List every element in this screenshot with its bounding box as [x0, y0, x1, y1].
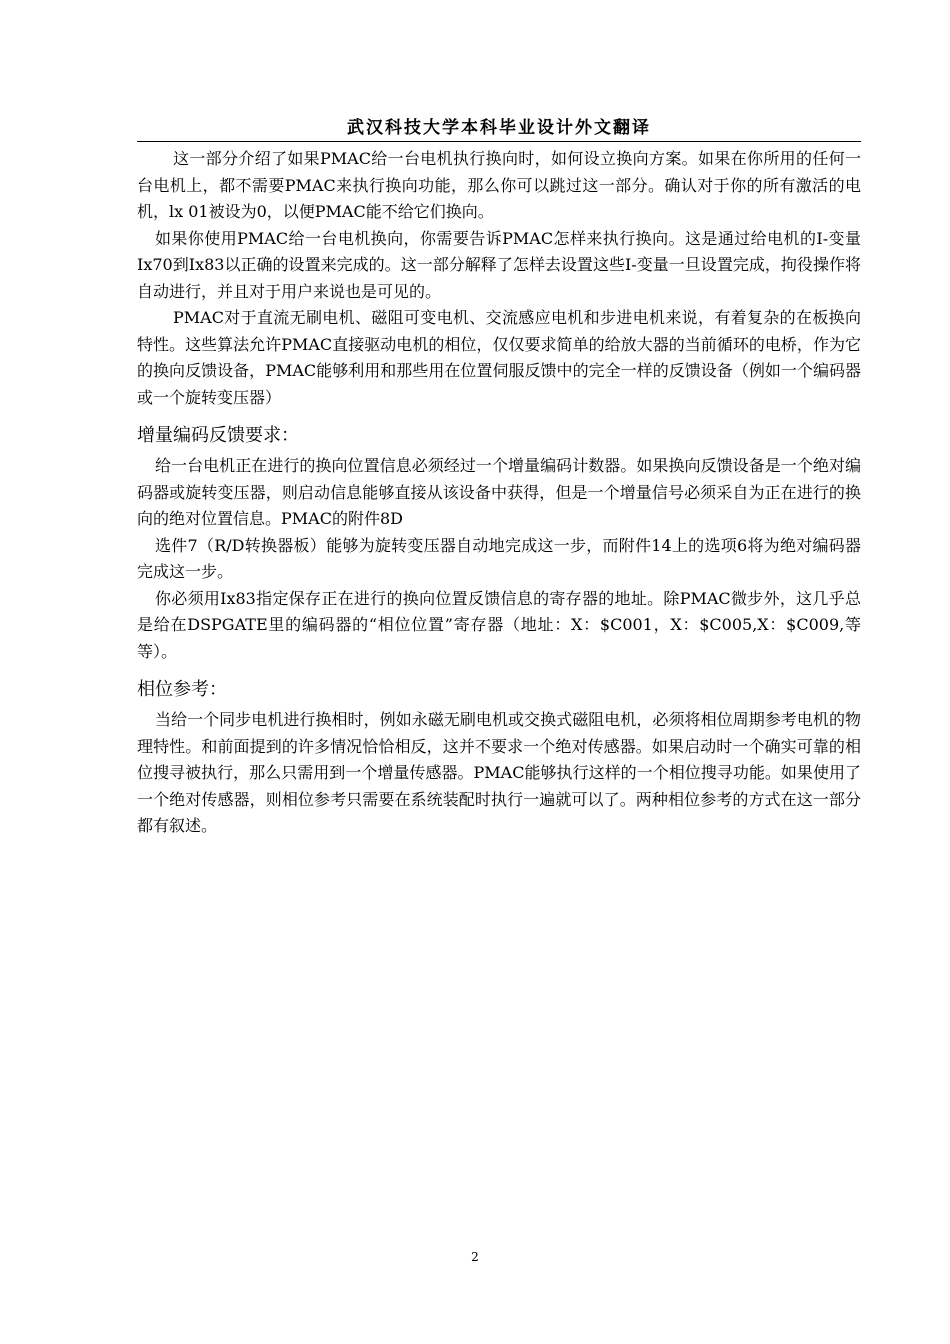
paragraph: 如果你使用PMAC给一台电机换向，你需要告诉PMAC怎样来执行换向。这是通过给电机的I-变量Ix70到Ix83以正确的设置来完成的。这一部分解释了怎样去设置这些I-变量一旦设置完成，拘役操作将自动进行，并且对于用户来说也是可见的。 — [137, 228, 861, 301]
paragraph: 这一部分介绍了如果PMAC给一台电机执行换向时，如何设立换向方案。如果在你所用的任何一台电机上，都不需要PMAC来执行换向功能，那么你可以跳过这一部分。确认对于你的所有激活的电机，lx 01被设为0，以便PMAC能不给它们换向。 — [137, 149, 861, 221]
document-body — [137, 146, 861, 840]
section-heading-phase-reference: 相位参考： — [137, 679, 227, 700]
paragraph: 给一台电机正在进行的换向位置信息必须经过一个增量编码计数器。如果换向反馈设备是一个绝对编码器或旋转变压器，则启动信息能够直接从该设备中获得，但是一个增量信号必须采自为正在进行的换向的绝对位置信息。PMAC的附件8D — [137, 456, 861, 528]
paragraph: 你必须用Ix83指定保存正在进行的换向位置反馈信息的寄存器的地址。除PMAC微步外，这几乎总是给在DSPGATE里的编码器的“相位位置”寄存器（地址：X：$C001，X：$C005,X：$C009,等等）。 — [137, 588, 861, 661]
paragraph: 当给一个同步电机进行换相时，例如永磁无刷电机或交换式磁阻电机，必须将相位周期参考电机的物理特性。和前面提到的许多情况恰恰相反，这并不要求一个绝对传感器。如果启动时一个确实可靠的相位搜寻被执行，那么只需用到一个增量传感器。PMAC能够执行这样的一个相位搜寻功能。如果使用了一个绝对传感器，则相位参考只需要在系统装配时执行一遍就可以了。两种相位参考的方式在这一部分都有叙述。 — [137, 710, 861, 835]
paragraph: PMAC对于直流无刷电机、磁阻可变电机、交流感应电机和步进电机来说，有着复杂的在板换向特性。这些算法允许PMAC直接驱动电机的相位，仅仅要求简单的给放大器的当前循环的电桥，作为它的换向反馈设备，PMAC能够利用和那些用在位置伺服反馈中的完全一样的反馈设备（例如一个编码器或一个旋转变压器） — [137, 308, 861, 407]
page-header-title: 武汉科技大学本科毕业设计外文翻译 — [347, 118, 651, 138]
paragraph: 选件7（R/D转换器板）能够为旋转变压器自动地完成这一步，而附件14上的选项6将为绝对编码器完成这一步。 — [137, 535, 861, 581]
page-number: 2 — [471, 1250, 479, 1264]
header-divider — [137, 141, 861, 142]
section-heading-incremental-encoder: 增量编码反馈要求： — [137, 425, 299, 446]
